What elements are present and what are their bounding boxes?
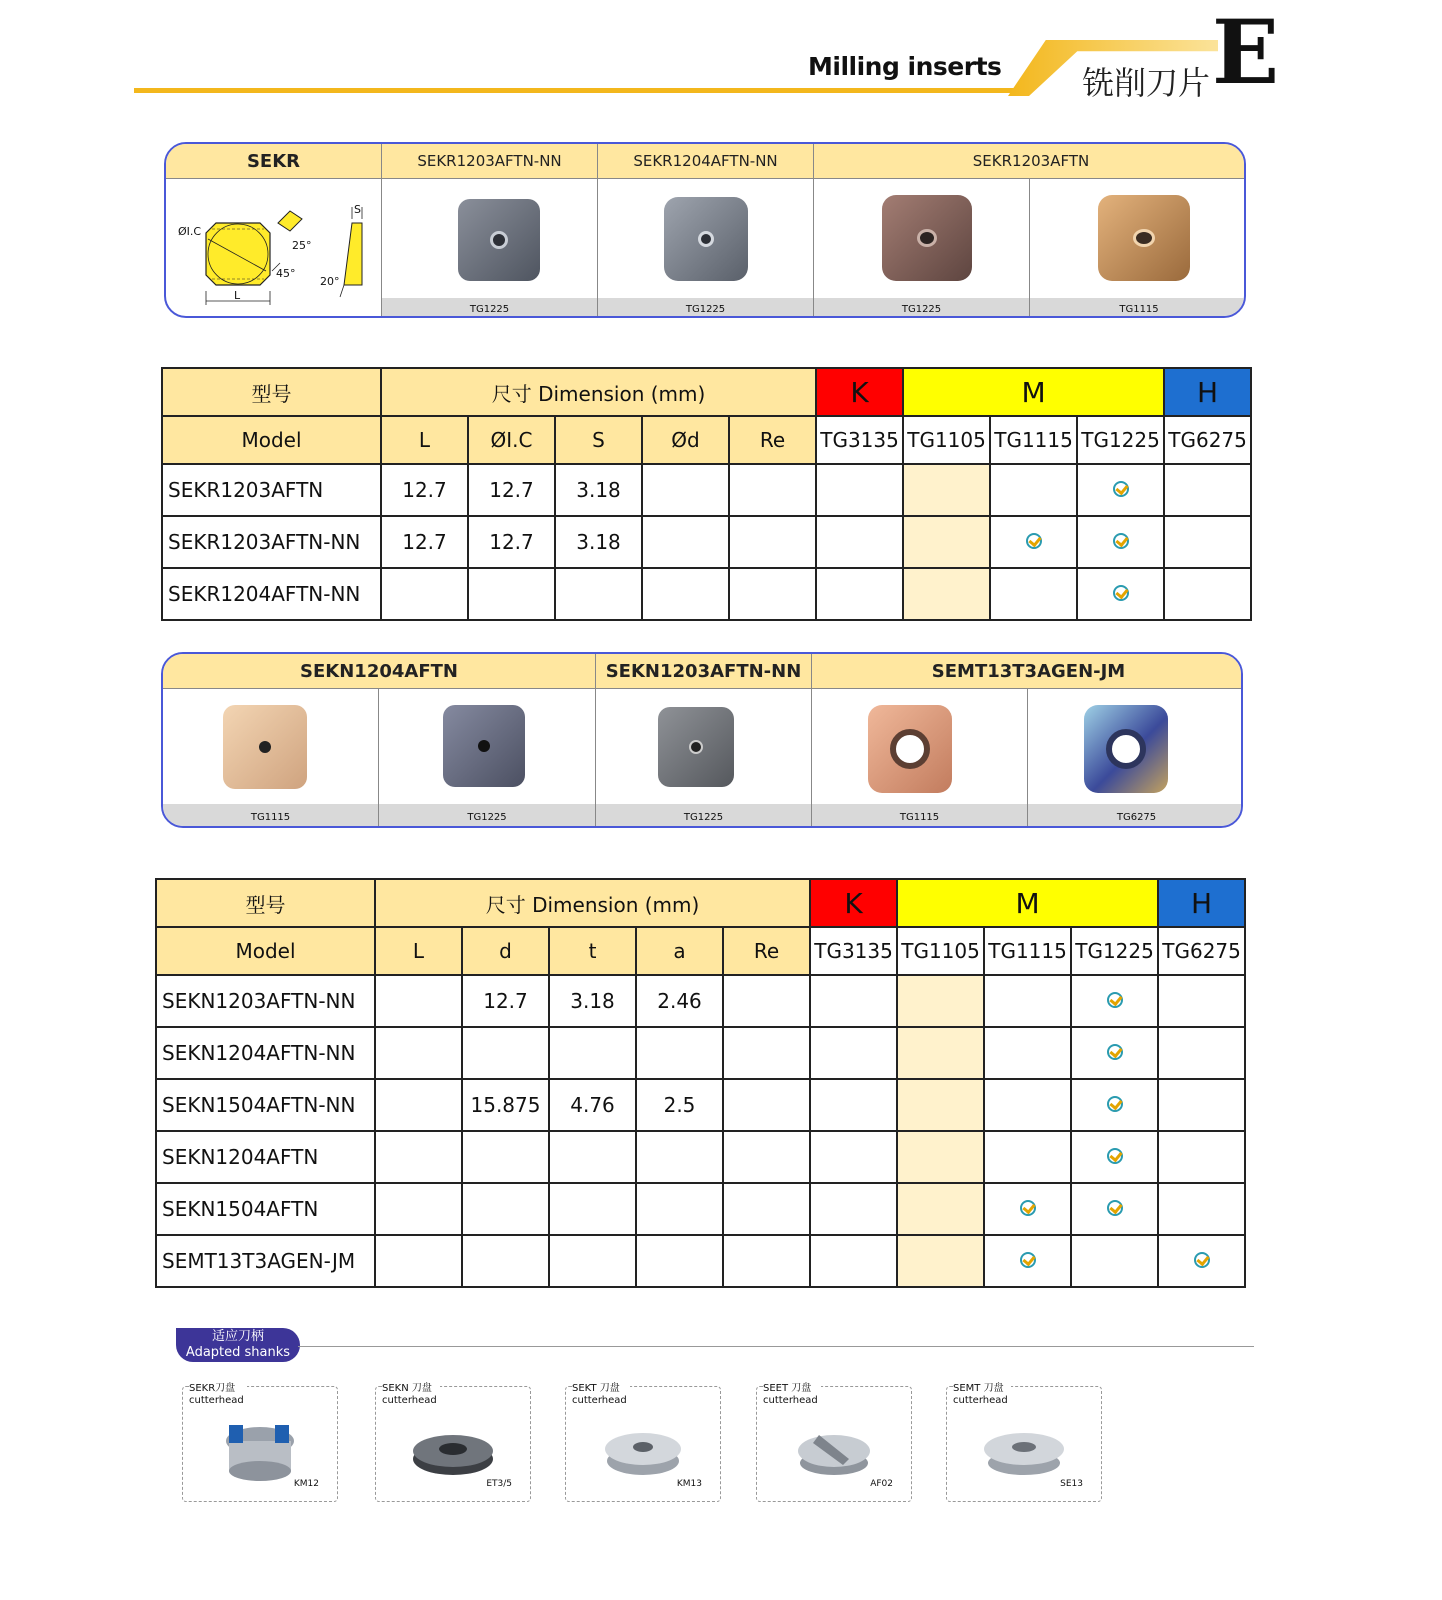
grade-availability-cell — [1077, 516, 1164, 568]
dimension-cell: 12.7 — [468, 516, 555, 568]
dimension-cell: 12.7 — [381, 516, 468, 568]
grade-availability-cell — [897, 1131, 984, 1183]
cutterhead-image — [789, 1415, 879, 1487]
grade-availability-cell — [1158, 1235, 1245, 1287]
photo-sekr1204aftn-nn — [598, 179, 814, 298]
insert-image — [1098, 195, 1190, 281]
shank-label: SEMT 刀盘 — [953, 1383, 1004, 1394]
section-letter: E — [1212, 0, 1280, 104]
dimension-cell: 4.76 — [549, 1079, 636, 1131]
dimension-cell — [723, 1079, 810, 1131]
shank-card — [375, 1383, 531, 1502]
t1-head-model-cn: 型号 — [162, 368, 381, 416]
t2-dim-l: L — [375, 927, 462, 975]
dimension-cell — [375, 1027, 462, 1079]
dimension-cell: 3.18 — [555, 516, 642, 568]
shank-sub: cutterhead — [763, 1395, 818, 1406]
dimension-cell — [462, 1027, 549, 1079]
table-row — [156, 1235, 1245, 1287]
grade-availability-cell — [984, 1079, 1071, 1131]
dimension-cell — [723, 1235, 810, 1287]
grade-availability-cell — [1071, 1131, 1158, 1183]
diagram-label-l: L — [234, 289, 241, 302]
insert-image — [443, 705, 525, 787]
t1-head-model: Model — [162, 416, 381, 464]
shank-card — [182, 1383, 338, 1502]
dimension-cell — [636, 1131, 723, 1183]
t1-dim-ic: ØI.C — [468, 416, 555, 464]
dimension-cell — [375, 1183, 462, 1235]
cutterhead-image — [598, 1415, 688, 1487]
dimension-cell — [375, 1079, 462, 1131]
insert-image — [458, 199, 540, 281]
shank-code: SE13 — [1060, 1479, 1083, 1489]
panel2-col-1: SEKN1204AFTN — [163, 654, 596, 688]
t1-grade-1: TG3135 — [816, 416, 903, 464]
panel2-col-2: SEKN1203AFTN-NN — [596, 654, 812, 688]
panel2-grade-2: TG1225 — [379, 804, 596, 828]
t1-dim-s: S — [555, 416, 642, 464]
page-title: Milling inserts — [808, 52, 1002, 81]
grade-availability-cell — [816, 464, 903, 516]
grade-availability-cell — [810, 1079, 897, 1131]
panel1-grade-3: TG1225 — [814, 298, 1030, 318]
shank-sub: cutterhead — [572, 1395, 627, 1406]
shanks-rule — [298, 1346, 1254, 1347]
dimension-cell — [729, 464, 816, 516]
dimension-cell — [723, 975, 810, 1027]
t1-dim-re: Re — [729, 416, 816, 464]
available-check-icon — [1113, 585, 1129, 601]
dimension-cell — [549, 1183, 636, 1235]
dimension-cell — [636, 1183, 723, 1235]
insert-image — [1084, 705, 1168, 793]
shank-label: SEKN 刀盘 — [382, 1383, 432, 1394]
grade-availability-cell — [1158, 1027, 1245, 1079]
grade-availability-cell — [990, 568, 1077, 620]
grade-availability-cell — [984, 975, 1071, 1027]
dimension-cell — [723, 1183, 810, 1235]
header-rule — [134, 88, 1014, 93]
dimension-cell — [375, 1235, 462, 1287]
t1-grade-2: TG1105 — [903, 416, 990, 464]
t2-grade-4: TG1225 — [1071, 927, 1158, 975]
dimension-cell: 12.7 — [462, 975, 549, 1027]
photo-sekn1203aftn-nn — [596, 689, 812, 804]
model-cell: SEMT13T3AGEN-JM — [156, 1235, 375, 1287]
grade-availability-cell — [897, 1183, 984, 1235]
shanks-title: Adapted shanks — [185, 1345, 291, 1360]
sekr-diagram-svg — [166, 179, 382, 318]
model-cell: SEKR1203AFTN — [162, 464, 381, 516]
grade-availability-cell — [1071, 1079, 1158, 1131]
insert-image — [868, 705, 952, 793]
dimension-cell — [642, 516, 729, 568]
grade-availability-cell — [1071, 1183, 1158, 1235]
grade-availability-cell — [984, 1183, 1071, 1235]
shank-sub: cutterhead — [382, 1395, 437, 1406]
t2-head-dimension: 尺寸 Dimension (mm) — [375, 879, 810, 927]
dimension-cell: 3.18 — [555, 464, 642, 516]
t2-group-h: H — [1158, 879, 1245, 927]
dimension-cell — [375, 1131, 462, 1183]
t1-group-k: K — [816, 368, 903, 416]
dimension-cell: 2.5 — [636, 1079, 723, 1131]
sekr-photo-panel — [164, 142, 1246, 318]
shank-card — [756, 1383, 912, 1502]
shank-code: ET3/5 — [486, 1479, 512, 1489]
shank-code: KM13 — [676, 1479, 702, 1489]
t2-body — [156, 975, 1245, 1287]
panel2-grade-4: TG1115 — [812, 804, 1028, 828]
dimension-cell — [462, 1183, 549, 1235]
dimension-cell: 15.875 — [462, 1079, 549, 1131]
dimension-cell — [729, 568, 816, 620]
t2-group-m: M — [897, 879, 1158, 927]
model-cell: SEKN1204AFTN — [156, 1131, 375, 1183]
photo-sekn1204aftn-1 — [163, 689, 379, 804]
t2-grade-5: TG6275 — [1158, 927, 1245, 975]
adapted-shanks-badge — [176, 1328, 300, 1362]
grade-availability-cell — [1158, 1131, 1245, 1183]
model-cell: SEKN1504AFTN-NN — [156, 1079, 375, 1131]
dimension-cell — [555, 568, 642, 620]
available-check-icon — [1194, 1252, 1210, 1268]
table-row — [162, 568, 1251, 620]
dimension-cell — [549, 1027, 636, 1079]
grade-availability-cell — [1158, 1079, 1245, 1131]
diagram-label-ic: ØI.C — [178, 225, 202, 238]
grade-availability-cell — [816, 568, 903, 620]
photo-sekr1203aftn-2 — [1030, 179, 1246, 298]
t2-group-k: K — [810, 879, 897, 927]
photo-sekr1203aftn-1 — [814, 179, 1030, 298]
available-check-icon — [1107, 1096, 1123, 1112]
dimension-cell: 12.7 — [381, 464, 468, 516]
t2-grade-3: TG1115 — [984, 927, 1071, 975]
dimension-cell — [381, 568, 468, 620]
table-row — [156, 1183, 1245, 1235]
diagram-label-20: 20° — [320, 275, 340, 288]
table-row — [156, 1079, 1245, 1131]
grade-availability-cell — [984, 1235, 1071, 1287]
dimension-cell: 12.7 — [468, 464, 555, 516]
available-check-icon — [1107, 1044, 1123, 1060]
dimension-cell — [549, 1235, 636, 1287]
panel2-grade-1: TG1115 — [163, 804, 379, 828]
available-check-icon — [1113, 481, 1129, 497]
dimension-cell — [636, 1235, 723, 1287]
diagram-label-25: 25° — [292, 239, 312, 252]
dimension-cell — [462, 1235, 549, 1287]
grade-availability-cell — [1071, 1235, 1158, 1287]
shank-label: SEKR刀盘 — [189, 1383, 236, 1394]
grade-availability-cell — [984, 1131, 1071, 1183]
shank-label: SEET 刀盘 — [763, 1383, 812, 1394]
grade-availability-cell — [903, 568, 990, 620]
available-check-icon — [1107, 992, 1123, 1008]
t1-grade-5: TG6275 — [1164, 416, 1251, 464]
dimension-cell — [549, 1131, 636, 1183]
available-check-icon — [1107, 1200, 1123, 1216]
cutterhead-image — [215, 1415, 305, 1487]
t1-group-h: H — [1164, 368, 1251, 416]
table-row — [156, 1027, 1245, 1079]
available-check-icon — [1113, 533, 1129, 549]
diagram-label-s: S — [354, 203, 361, 216]
grade-availability-cell — [897, 1027, 984, 1079]
grade-availability-cell — [1164, 464, 1251, 516]
photo-sekr1203aftn-nn — [382, 179, 598, 298]
dimension-cell — [636, 1027, 723, 1079]
t1-grade-4: TG1225 — [1077, 416, 1164, 464]
dimension-cell — [375, 975, 462, 1027]
grade-availability-cell — [984, 1027, 1071, 1079]
grade-availability-cell — [897, 975, 984, 1027]
insert-image — [658, 707, 734, 787]
sekn-photo-panel — [161, 652, 1243, 828]
available-check-icon — [1020, 1200, 1036, 1216]
model-cell: SEKN1204AFTN-NN — [156, 1027, 375, 1079]
diagram-label-45: 45° — [276, 267, 296, 280]
grade-availability-cell — [1158, 1183, 1245, 1235]
t1-dim-l: L — [381, 416, 468, 464]
dimension-cell — [729, 516, 816, 568]
insert-image — [664, 197, 748, 281]
grade-availability-cell — [1071, 975, 1158, 1027]
photo-semt13t3agen-jm-2 — [1028, 689, 1243, 804]
grade-availability-cell — [810, 1027, 897, 1079]
model-cell: SEKR1204AFTN-NN — [162, 568, 381, 620]
sekn-spec-table — [155, 878, 1246, 1288]
grade-availability-cell — [1077, 464, 1164, 516]
panel1-col-3: SEKR1203AFTN — [814, 144, 1246, 178]
model-cell: SEKR1203AFTN-NN — [162, 516, 381, 568]
grade-availability-cell — [903, 516, 990, 568]
t1-group-m: M — [903, 368, 1164, 416]
dimension-cell — [642, 464, 729, 516]
photo-semt13t3agen-jm-1 — [812, 689, 1028, 804]
dimension-cell — [642, 568, 729, 620]
grade-availability-cell — [1164, 568, 1251, 620]
t2-grade-1: TG3135 — [810, 927, 897, 975]
shank-card — [565, 1383, 721, 1502]
panel1-grade-1: TG1225 — [382, 298, 598, 318]
panel1-col-2: SEKR1204AFTN-NN — [598, 144, 814, 178]
grade-availability-cell — [810, 1183, 897, 1235]
model-cell: SEKN1203AFTN-NN — [156, 975, 375, 1027]
shank-card — [946, 1383, 1102, 1502]
cutterhead-image — [408, 1415, 498, 1487]
panel1-col-1: SEKR1203AFTN-NN — [382, 144, 598, 178]
available-check-icon — [1107, 1148, 1123, 1164]
model-cell: SEKN1504AFTN — [156, 1183, 375, 1235]
dimension-cell — [462, 1131, 549, 1183]
grade-availability-cell — [810, 1235, 897, 1287]
grade-availability-cell — [897, 1079, 984, 1131]
available-check-icon — [1026, 533, 1042, 549]
dimension-cell: 3.18 — [549, 975, 636, 1027]
panel2-col-3: SEMT13T3AGEN-JM — [812, 654, 1243, 688]
t2-dim-a: a — [636, 927, 723, 975]
panel2-grade-3: TG1225 — [596, 804, 812, 828]
table-row — [162, 464, 1251, 516]
grade-availability-cell — [903, 464, 990, 516]
dimension-cell: 2.46 — [636, 975, 723, 1027]
grade-availability-cell — [810, 975, 897, 1027]
cutterhead-image — [979, 1415, 1069, 1487]
t1-body — [162, 464, 1251, 620]
t2-grade-2: TG1105 — [897, 927, 984, 975]
sekr-family-title: SEKR — [166, 144, 382, 178]
grade-availability-cell — [1077, 568, 1164, 620]
t1-head-dimension: 尺寸 Dimension (mm) — [381, 368, 816, 416]
table-row — [162, 516, 1251, 568]
shank-sub: cutterhead — [189, 1395, 244, 1406]
photo-sekn1204aftn-2 — [379, 689, 596, 804]
panel1-grade-2: TG1225 — [598, 298, 814, 318]
available-check-icon — [1020, 1252, 1036, 1268]
grade-availability-cell — [1071, 1027, 1158, 1079]
grade-availability-cell — [1158, 975, 1245, 1027]
panel1-grade-4: TG1115 — [1030, 298, 1246, 318]
insert-image — [223, 705, 307, 789]
dimension-cell — [468, 568, 555, 620]
shank-code: KM12 — [293, 1479, 319, 1489]
table-row — [156, 1131, 1245, 1183]
shank-label: SEKT 刀盘 — [572, 1383, 620, 1394]
grade-availability-cell — [897, 1235, 984, 1287]
sekr-geometry-diagram — [166, 179, 382, 318]
t2-dim-d: d — [462, 927, 549, 975]
shank-code: AF02 — [870, 1479, 893, 1489]
dimension-cell — [723, 1131, 810, 1183]
grade-availability-cell — [810, 1131, 897, 1183]
insert-image — [882, 195, 972, 281]
shank-sub: cutterhead — [953, 1395, 1008, 1406]
t2-head-model-cn: 型号 — [156, 879, 375, 927]
t1-dim-d: Ød — [642, 416, 729, 464]
t2-dim-t: t — [549, 927, 636, 975]
sekr-spec-table — [161, 367, 1252, 621]
grade-availability-cell — [990, 464, 1077, 516]
t1-grade-3: TG1115 — [990, 416, 1077, 464]
panel2-grade-5: TG6275 — [1028, 804, 1243, 828]
grade-availability-cell — [990, 516, 1077, 568]
grade-availability-cell — [816, 516, 903, 568]
t2-head-model: Model — [156, 927, 375, 975]
grade-availability-cell — [1164, 516, 1251, 568]
t2-dim-re: Re — [723, 927, 810, 975]
page-title-cn: 铣削刀片 — [1082, 64, 1211, 102]
dimension-cell — [723, 1027, 810, 1079]
table-row — [156, 975, 1245, 1027]
shanks-title-cn: 适应刀柄 — [211, 1329, 264, 1344]
